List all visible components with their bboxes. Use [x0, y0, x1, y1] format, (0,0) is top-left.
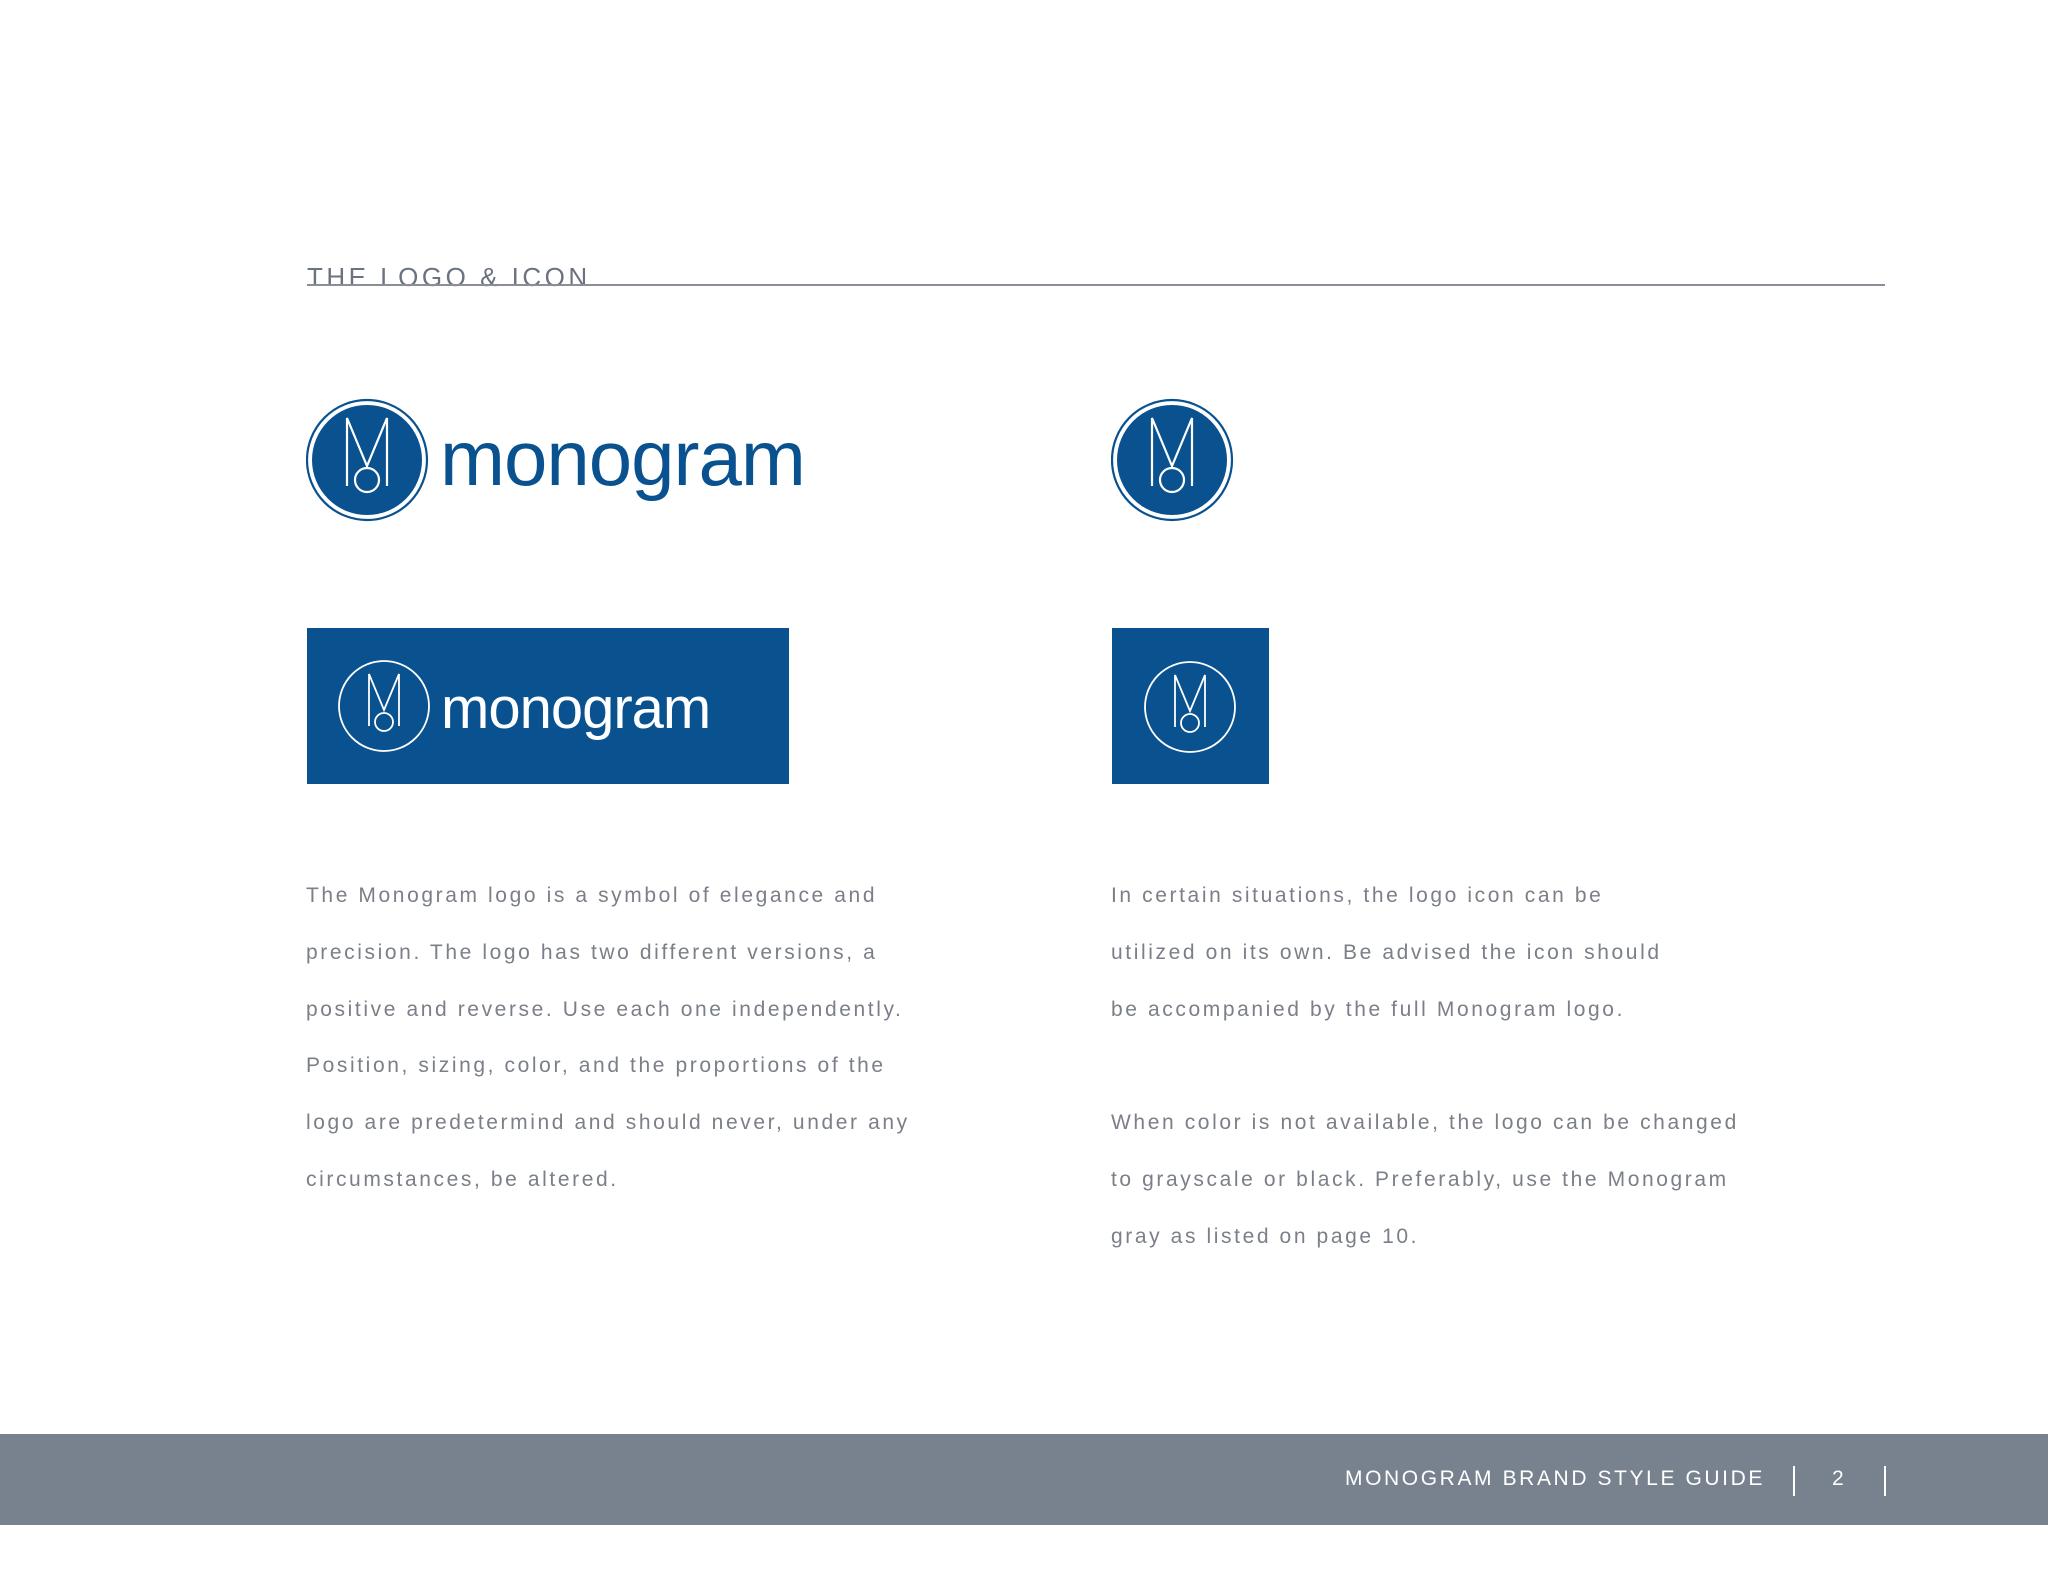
monogram-icon-positive-graphic — [1111, 398, 1235, 522]
footer-guide-title: MONOGRAM BRAND STYLE GUIDE — [1345, 1467, 1765, 1490]
footer-divider — [1793, 1466, 1795, 1496]
body-line: The Monogram logo is a symbol of elegance and — [306, 884, 878, 907]
body-line: Position, sizing, color, and the proportions of the — [306, 1054, 886, 1078]
body-line: gray as listed on page 10. — [1111, 1224, 1420, 1248]
body-line: precision. The logo has two different versions, a — [306, 940, 878, 964]
footer-divider — [1884, 1466, 1886, 1496]
mo-monogram-icon — [369, 674, 399, 731]
page-footer — [0, 1434, 2048, 1525]
monogram-logo-positive-graphic — [306, 398, 906, 522]
mo-monogram-icon — [1175, 675, 1205, 732]
icon-reverse — [1112, 628, 1269, 784]
title-divider — [307, 284, 1885, 286]
logo-reverse — [307, 628, 789, 784]
body-line: In certain situations, the logo icon can be — [1111, 884, 1604, 907]
logo-wordmark: monogram — [440, 414, 805, 502]
body-line: be accompanied by the full Monogram logo. — [1111, 997, 1626, 1021]
body-line: logo are predetermind and should never, under any — [306, 1111, 910, 1135]
icon-positive — [1111, 398, 1235, 527]
logo-positive — [306, 398, 906, 527]
footer-page-number: 2 — [1832, 1467, 1844, 1490]
body-line: positive and reverse. Use each one independently. — [306, 997, 904, 1021]
body-line: utilized on its own. Be advised the icon should — [1111, 940, 1662, 964]
page-title: THE LOGO & ICON — [307, 262, 591, 293]
body-line: to grayscale or black. Preferably, use the Monogram — [1111, 1167, 1729, 1191]
logo-wordmark: monogram — [441, 676, 711, 741]
monogram-icon-reverse-graphic — [1143, 659, 1239, 755]
body-line: circumstances, be altered. — [306, 1167, 619, 1191]
logo-description — [306, 868, 1006, 1209]
monogram-logo-reverse-graphic — [337, 658, 777, 754]
paragraph-spacer — [1111, 1038, 1811, 1095]
icon-description — [1111, 868, 1811, 1266]
body-line: When color is not available, the logo can be changed — [1111, 1111, 1739, 1135]
